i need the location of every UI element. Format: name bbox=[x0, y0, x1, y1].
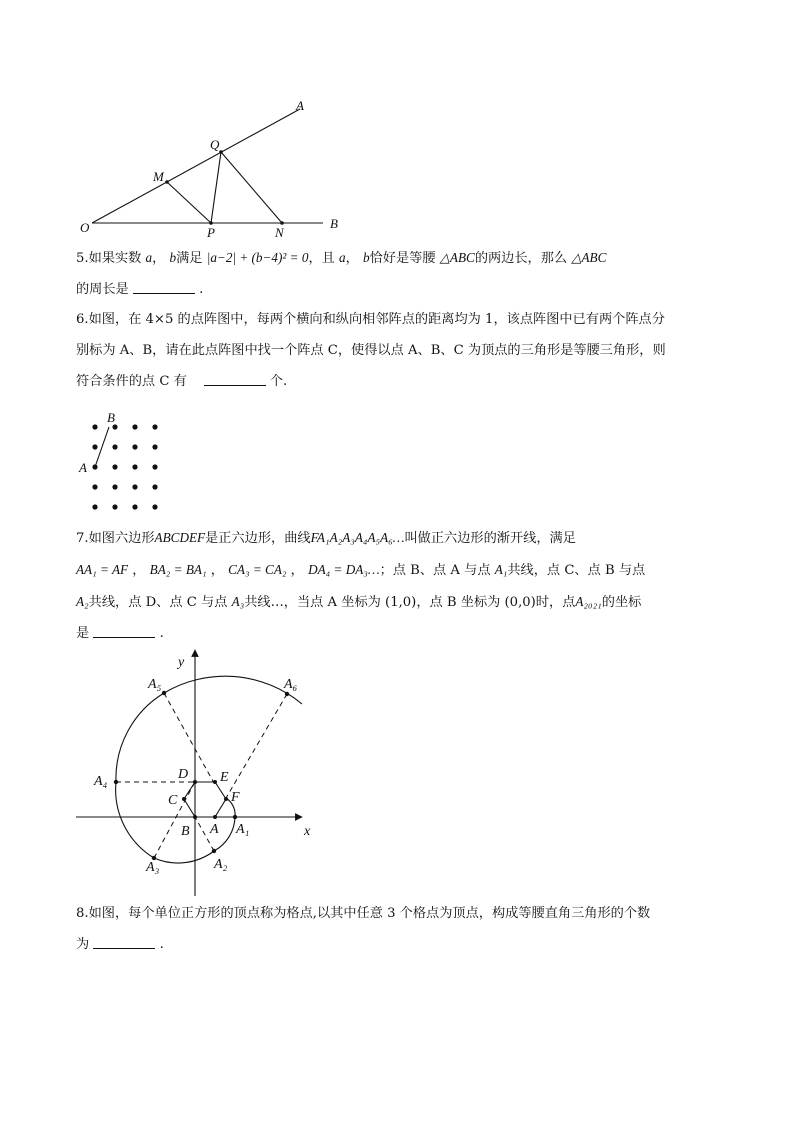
q7-eq-3: CA₃ = CA₂ bbox=[228, 562, 287, 577]
label-D: D bbox=[178, 767, 189, 782]
q5-var-b-2: b bbox=[363, 250, 370, 265]
q7-coord-b: (0,0) bbox=[504, 595, 536, 610]
label-A6: A₆ bbox=[284, 677, 298, 692]
involute-curve bbox=[116, 676, 302, 863]
question-6-line-1: 6.如图，在 4×5 的点阵图中，每两个横向和纵向相邻阵点的距离均为 1，该点阵图中已有两个阵点分 bbox=[76, 312, 665, 327]
q8-text: 为 bbox=[76, 937, 90, 952]
segment-QN bbox=[221, 152, 282, 223]
label-C: C bbox=[168, 793, 178, 808]
label-F: F bbox=[231, 790, 240, 805]
q7-eq-4: DA₄ = DA₃… bbox=[308, 562, 380, 577]
q5-comma: ， bbox=[152, 251, 166, 266]
label-A: A bbox=[79, 460, 87, 475]
q7-a1: A₁ bbox=[494, 562, 508, 577]
question-6-line-3 bbox=[76, 366, 726, 397]
q7-curve: FA₁A₂A₃A₄A₅A₆… bbox=[310, 530, 405, 545]
q7-text-5: 共线，点 D、点 C 与点 bbox=[88, 595, 228, 610]
q7-eq-2: BA₂ = BA₁ bbox=[149, 562, 207, 577]
q7-text-3: ；点 B、点 A 与点 bbox=[379, 563, 491, 578]
label-y: y bbox=[178, 655, 185, 670]
figure-dot-lattice bbox=[74, 408, 174, 518]
q7-text-2: 叫做正六边形的渐开线，满足 bbox=[404, 531, 576, 546]
point-Q bbox=[219, 150, 223, 154]
question-8 bbox=[76, 898, 726, 960]
regular-hexagon bbox=[184, 782, 226, 817]
answer-blank[interactable] bbox=[93, 936, 155, 949]
label-Q: Q bbox=[210, 137, 220, 152]
q7-intro: 7.如图六边形 bbox=[76, 531, 155, 546]
q5-var-a-2: a bbox=[339, 250, 346, 265]
question-5 bbox=[76, 242, 726, 305]
label-P: P bbox=[207, 225, 215, 240]
q7-hexagon: ABCDEF bbox=[154, 530, 206, 545]
label-N: N bbox=[275, 225, 284, 240]
label-A1: A₁ bbox=[236, 822, 250, 837]
q5-and: ，且 bbox=[308, 251, 335, 266]
q5-mid-2: 的两边长，那么 bbox=[474, 251, 568, 266]
q5-perimeter-text: 的周长是 bbox=[76, 282, 129, 297]
label-B: B bbox=[330, 216, 338, 231]
q5-end: . bbox=[199, 282, 204, 297]
question-7-line-3 bbox=[76, 586, 726, 618]
label-A5: A₅ bbox=[148, 677, 162, 692]
question-6-line-2: 别标为 A、B，请在此点阵图中找一个阵点 C，使得以点 A、B、C 为顶点的三角形是等腰三角形，则 bbox=[76, 343, 666, 358]
q5-comma-2: ， bbox=[345, 251, 359, 266]
q5-var-b: b bbox=[169, 250, 177, 265]
q7-a2021: A₂₀₂₁ bbox=[575, 594, 602, 609]
q7-eq-1: AA₁ = AF bbox=[76, 562, 129, 577]
question-7 bbox=[76, 522, 726, 649]
question-5-line-1 bbox=[76, 242, 726, 274]
q5-prefix: 5.如果实数 bbox=[76, 251, 142, 266]
question-8-line-1: 8.如图，每个单位正方形的顶点称为格点,以其中任意 3 个格点为顶点，构成等腰直角三角形的个数 bbox=[76, 906, 651, 921]
q7-text-10: 是 bbox=[76, 626, 90, 641]
q7-text-9: 的坐标 bbox=[601, 595, 642, 610]
label-M: M bbox=[153, 169, 164, 184]
label-A3: A₃ bbox=[146, 860, 160, 875]
label-A4: A₄ bbox=[94, 774, 108, 789]
label-A: A bbox=[210, 822, 219, 837]
question-7-line-4 bbox=[76, 618, 726, 649]
question-7-line-1 bbox=[76, 522, 726, 554]
q7-end: . bbox=[159, 626, 164, 641]
ray-OA bbox=[92, 109, 300, 223]
q7-coord-a: (1,0) bbox=[385, 595, 417, 610]
q7-a2: A₂ bbox=[76, 594, 89, 609]
q6-line3-end: 个. bbox=[269, 374, 288, 389]
q7-text-8: 时，点 bbox=[535, 595, 576, 610]
point-M bbox=[165, 180, 169, 184]
answer-blank[interactable] bbox=[204, 373, 266, 386]
q5-satisfy: 满足 bbox=[176, 251, 203, 266]
question-7-line-2: AA₁ = AF ， BA₂ = BA₁ ， CA₃ = CA₂ ， DA₄ = DA₃…；点 B、点 A 与点 A₁共线，点 C、点 B 与点 bbox=[76, 562, 646, 578]
label-A: A bbox=[296, 98, 304, 113]
q5-var-a: a bbox=[145, 250, 153, 265]
label-B: B bbox=[181, 824, 190, 839]
label-E: E bbox=[220, 770, 229, 785]
answer-blank[interactable] bbox=[93, 625, 155, 638]
answer-blank[interactable] bbox=[133, 281, 195, 294]
question-8-line-2 bbox=[76, 929, 726, 960]
q5-mid: 恰好是等腰 bbox=[369, 251, 436, 266]
label-B: B bbox=[107, 410, 115, 425]
q8-end: . bbox=[159, 937, 164, 952]
q7-text-6: 共线…，当点 A 坐标为 bbox=[244, 595, 381, 610]
q5-triangle-1: △ABC bbox=[439, 250, 475, 265]
q7-text-1: 是正六边形，曲线 bbox=[205, 531, 311, 546]
figure-hexagon-involute bbox=[74, 646, 324, 898]
q5-triangle-2: △ABC bbox=[571, 250, 607, 265]
q7-a3: A₃ bbox=[231, 594, 245, 609]
figure-angle-diagram bbox=[70, 92, 360, 242]
label-O: O bbox=[80, 220, 90, 235]
q7-text-7: ，点 B 坐标为 bbox=[416, 595, 501, 610]
q6-line3-text: 符合条件的点 C 有 bbox=[76, 374, 187, 389]
question-6 bbox=[76, 304, 726, 397]
segment-QP bbox=[211, 152, 221, 223]
q7-text-4: 共线，点 C、点 B 与点 bbox=[507, 563, 646, 578]
label-x: x bbox=[304, 824, 311, 839]
question-5-line-2 bbox=[76, 274, 726, 305]
segment-MP bbox=[167, 182, 211, 223]
label-A2: A₂ bbox=[214, 857, 228, 872]
q5-equation: |a−2| + (b−4)² = 0 bbox=[206, 250, 309, 265]
